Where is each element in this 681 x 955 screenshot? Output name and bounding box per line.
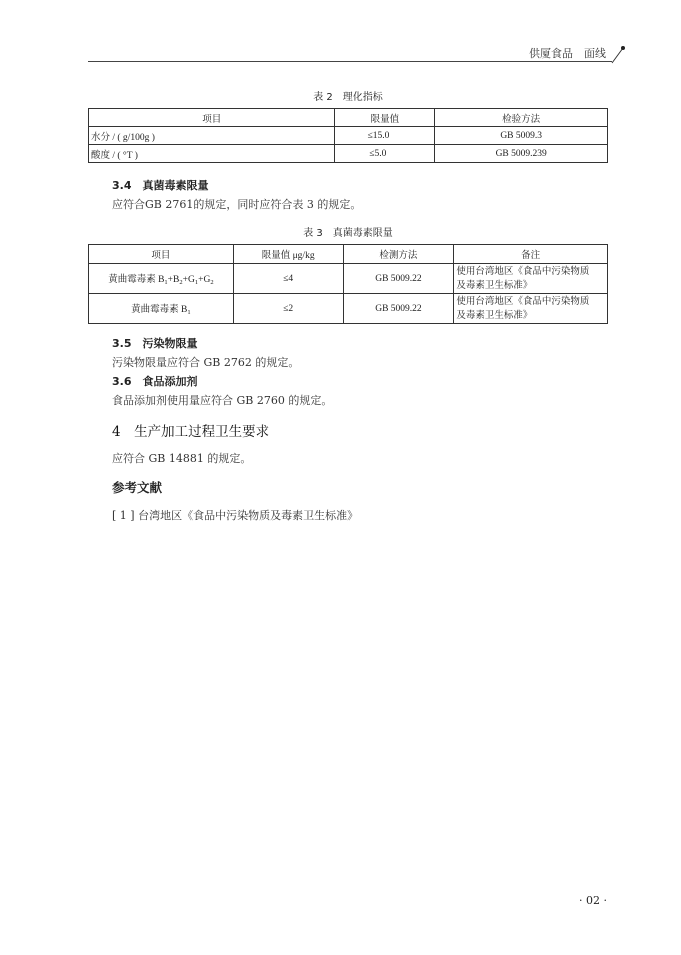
reference-item: [ 1 ] 台湾地区《食品中污染物质及毒素卫生标准》 xyxy=(112,509,359,522)
table-cell-aflatoxin-b1: 黄曲霉毒素 $B_1$ xyxy=(89,294,234,324)
section-heading: 3.4 真菌毒素限量 xyxy=(112,179,209,192)
running-header: 供厦食品 面线 xyxy=(529,47,606,60)
table-header-row xyxy=(89,245,608,264)
header-decoration-icon xyxy=(610,42,630,64)
table-row xyxy=(89,294,608,324)
paragraph: 污染物限量应符合 GB 2762 的规定。 xyxy=(112,356,300,369)
table-cell: ≤15.0 xyxy=(335,127,435,145)
table-row xyxy=(89,264,608,294)
table-row xyxy=(89,127,608,145)
table-cell: 水分 / ( g/100g ) xyxy=(89,127,335,145)
paragraph: 应符合GB 2761的规定，同时应符合表 3 的规定。 xyxy=(112,198,362,211)
table-cell: GB 5009.239 xyxy=(435,145,608,163)
table-cell: ≤5.0 xyxy=(335,145,435,163)
section-heading: 3.5 污染物限量 xyxy=(112,337,198,350)
table-cell: GB 5009.22 xyxy=(343,294,454,324)
column-header: 限量值 μg/kg xyxy=(233,245,343,264)
chapter-heading: 4 生产加工过程卫生要求 xyxy=(112,424,270,440)
table-header-row xyxy=(89,109,608,127)
cell-text: 黄曲霉毒素 xyxy=(108,275,159,285)
table-cell: 酸度 / ( °T ) xyxy=(89,145,335,163)
paragraph: 应符合 GB 14881 的规定。 xyxy=(112,452,252,465)
column-header: 检测方法 xyxy=(343,245,454,264)
table-cell-note: 使用台湾地区《食品中污染物质 及毒素卫生标准》 xyxy=(454,294,608,324)
table3-caption: 表 3 真菌毒素限量 xyxy=(303,228,393,239)
table-cell: GB 5009.22 xyxy=(343,264,454,294)
column-header: 项目 xyxy=(89,109,335,127)
table-cell: ≤2 xyxy=(233,294,343,324)
section-heading: 3.6 食品添加剂 xyxy=(112,375,198,388)
table3 xyxy=(88,244,608,324)
table-cell: ≤4 xyxy=(233,264,343,294)
table-cell: GB 5009.3 xyxy=(435,127,608,145)
column-header: 检验方法 xyxy=(435,109,608,127)
table-cell-note: 使用台湾地区《食品中污染物质 及毒素卫生标准》 xyxy=(454,264,608,294)
table-row xyxy=(89,145,608,163)
table-cell-aflatoxin-total: 黄曲霉毒素 $B_1+B_2+G_1+G_2$ xyxy=(89,264,234,294)
column-header: 限量值 xyxy=(335,109,435,127)
header-rule xyxy=(88,61,612,62)
column-header: 备注 xyxy=(454,245,608,264)
table2-caption: 表 2 理化指标 xyxy=(313,92,383,103)
column-header: 项目 xyxy=(89,245,234,264)
page-number: · 02 · xyxy=(579,894,607,907)
paragraph: 食品添加剂使用量应符合 GB 2760 的规定。 xyxy=(112,394,333,407)
table2 xyxy=(88,108,608,163)
references-heading: 参考文献 xyxy=(112,480,163,495)
